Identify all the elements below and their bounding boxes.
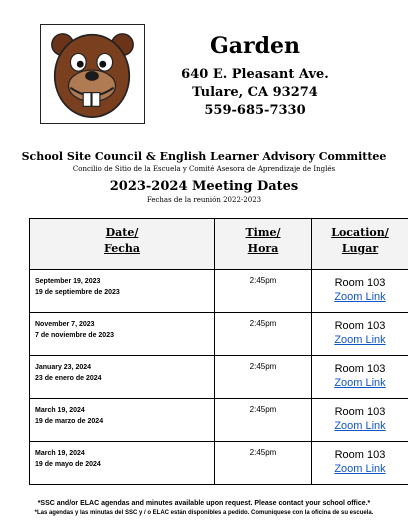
date-cell bbox=[30, 313, 215, 356]
zoom-link[interactable]: Zoom Link bbox=[334, 463, 386, 475]
column-header-location-es: Lugar bbox=[341, 242, 379, 255]
column-header-location-en: Location/ bbox=[331, 226, 389, 239]
zoom-link[interactable]: Zoom Link bbox=[334, 420, 386, 432]
date-cell bbox=[30, 356, 215, 399]
footer-note bbox=[0, 499, 408, 518]
column-header-date-en: Date/ bbox=[105, 226, 139, 239]
time-cell bbox=[215, 270, 312, 313]
date-english: November 7, 2023 bbox=[35, 321, 95, 328]
room-label: Room 103 bbox=[334, 406, 386, 418]
table-row bbox=[30, 270, 408, 313]
footer-note-spanish: *Las agendas y las minutas del SSC y / o ELAC están disponibles a pedido. Comuníquese con la oficina de su escuela. bbox=[34, 510, 374, 516]
school-address-line1: 640 E. Pleasant Ave. bbox=[181, 67, 329, 82]
date-english: March 19, 2024 bbox=[35, 407, 85, 414]
column-header-date-es: Fecha bbox=[103, 242, 141, 255]
column-header-date bbox=[30, 219, 215, 270]
time-cell bbox=[215, 356, 312, 399]
column-header-time-es: Hora bbox=[247, 242, 279, 255]
date-cell bbox=[30, 270, 215, 313]
zoom-link[interactable]: Zoom Link bbox=[334, 377, 386, 389]
school-phone: 559-685-7330 bbox=[204, 103, 306, 118]
column-header-time bbox=[215, 219, 312, 270]
room-label: Room 103 bbox=[334, 449, 386, 461]
date-cell bbox=[30, 442, 215, 485]
location-cell bbox=[312, 270, 408, 313]
room-label: Room 103 bbox=[334, 277, 386, 289]
room-label: Room 103 bbox=[334, 320, 386, 332]
column-header-location bbox=[312, 219, 408, 270]
school-address-line2: Tulare, CA 93274 bbox=[192, 85, 318, 100]
date-english: March 19, 2024 bbox=[35, 450, 85, 457]
beaver-mascot-icon bbox=[40, 24, 145, 124]
meeting-time: 2:45pm bbox=[249, 448, 277, 457]
date-spanish: 19 de mayo de 2024 bbox=[35, 461, 101, 468]
meeting-dates-title: 2023-2024 Meeting Dates bbox=[109, 179, 299, 194]
school-info bbox=[170, 34, 340, 120]
meeting-time: 2:45pm bbox=[249, 276, 277, 285]
time-cell bbox=[215, 313, 312, 356]
zoom-link[interactable]: Zoom Link bbox=[334, 291, 386, 303]
meeting-time: 2:45pm bbox=[249, 405, 277, 414]
table-row bbox=[30, 399, 408, 442]
room-label: Room 103 bbox=[334, 363, 386, 375]
footer-note-english: *SSC and/or ELAC agendas and minutes available upon request. Please contact your school office.* bbox=[37, 500, 371, 507]
meeting-dates-table bbox=[29, 218, 408, 485]
table-row bbox=[30, 356, 408, 399]
date-spanish: 23 de enero de 2024 bbox=[35, 375, 102, 382]
meeting-time: 2:45pm bbox=[249, 319, 277, 328]
location-cell bbox=[312, 356, 408, 399]
date-english: September 19, 2023 bbox=[35, 278, 101, 285]
date-cell bbox=[30, 399, 215, 442]
date-spanish: 7 de noviembre de 2023 bbox=[35, 332, 114, 339]
date-english: January 23, 2024 bbox=[35, 364, 92, 371]
school-name: Garden bbox=[209, 33, 300, 59]
date-spanish: 19 de septiembre de 2023 bbox=[35, 289, 120, 296]
committee-title-es: Concilio de Sitio de la Escuela y Comité Asesora de Aprendizaje de Inglés bbox=[72, 165, 336, 173]
column-header-time-en: Time/ bbox=[245, 226, 281, 239]
table-row bbox=[30, 442, 408, 485]
table-header-row bbox=[30, 219, 408, 270]
meeting-time: 2:45pm bbox=[249, 362, 277, 371]
zoom-link[interactable]: Zoom Link bbox=[334, 334, 386, 346]
date-spanish: 19 de marzo de 2024 bbox=[35, 418, 104, 425]
location-cell bbox=[312, 399, 408, 442]
location-cell bbox=[312, 442, 408, 485]
time-cell bbox=[215, 442, 312, 485]
committee-title: School Site Council & English Learner Advisory Committee bbox=[21, 150, 387, 163]
location-cell bbox=[312, 313, 408, 356]
table-row bbox=[30, 313, 408, 356]
time-cell bbox=[215, 399, 312, 442]
document-heading bbox=[0, 150, 408, 206]
meeting-dates-title-es: Fechas de la reunión 2022-2023 bbox=[146, 196, 262, 204]
